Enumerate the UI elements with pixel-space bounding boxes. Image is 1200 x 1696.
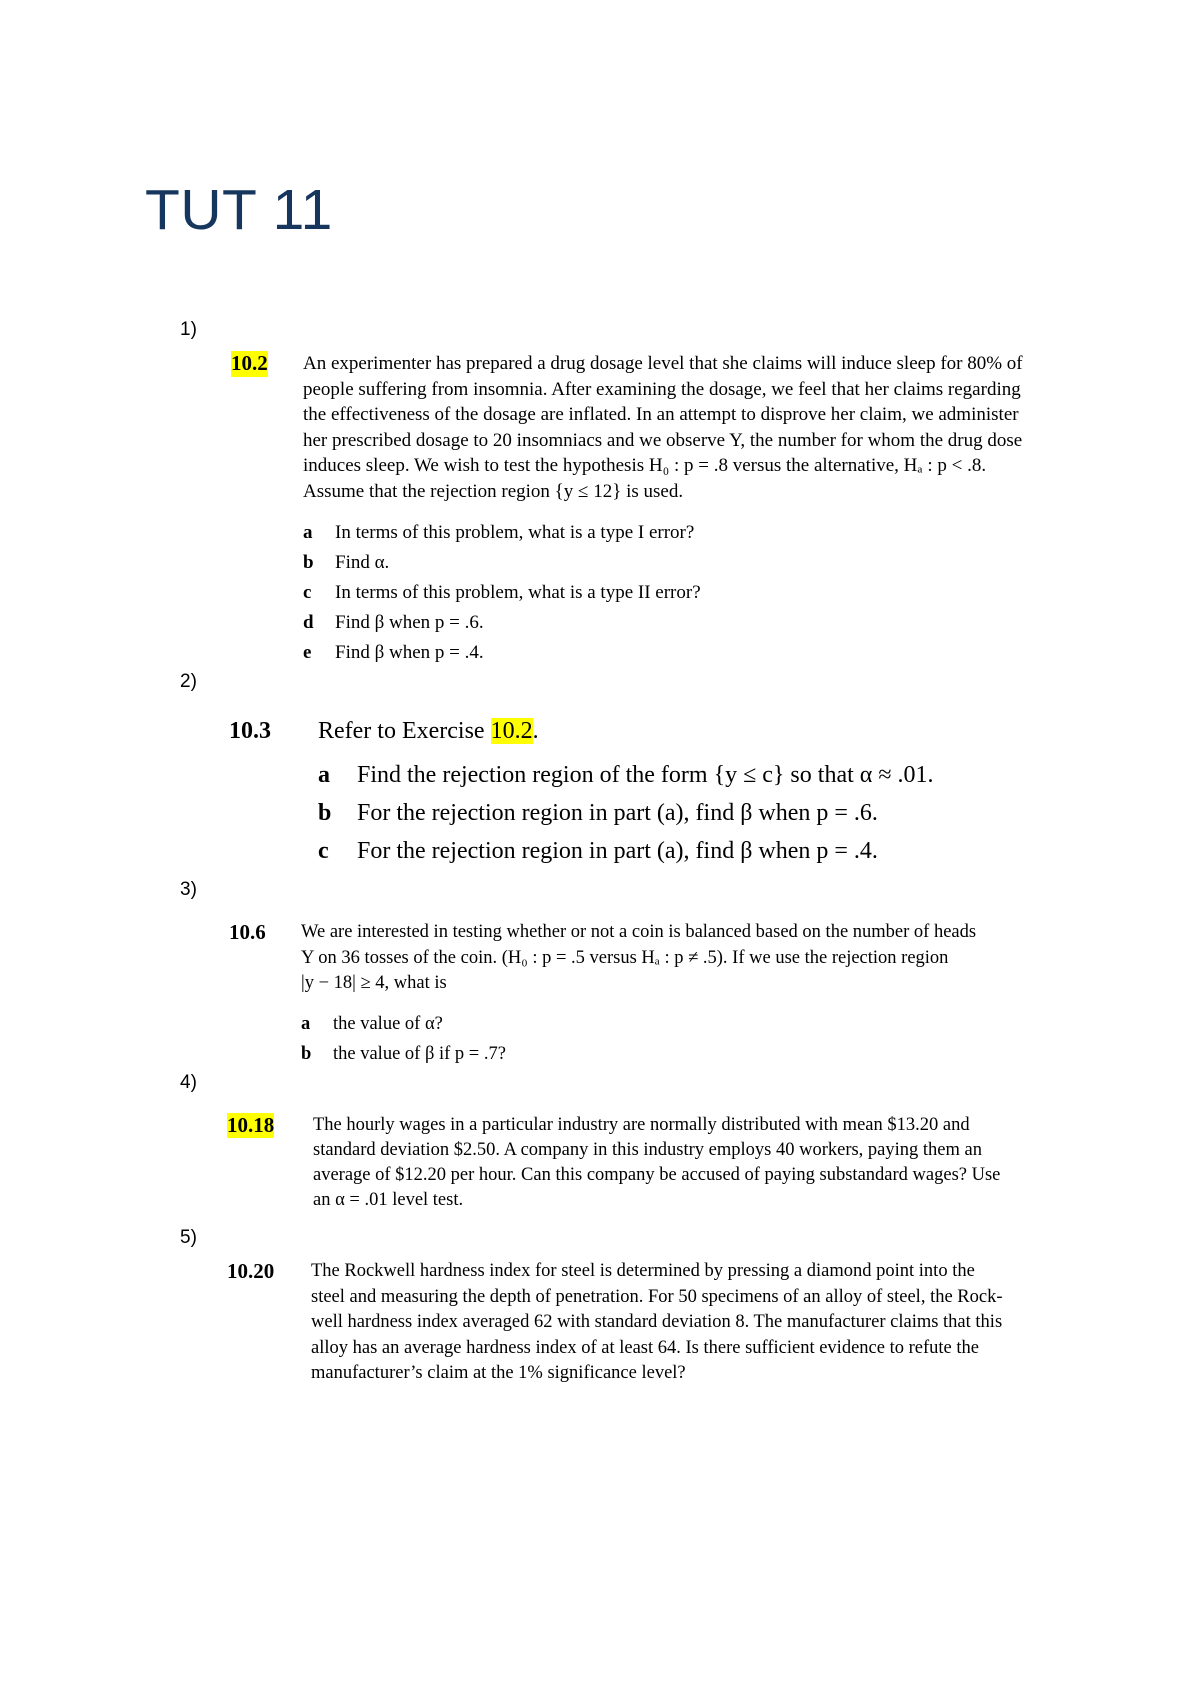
exercise-number: 10.18 — [227, 1113, 275, 1137]
text-line: well hardness index averaged 62 with standard deviation 8. The manufacturer claims that this — [311, 1312, 1003, 1332]
subpart — [318, 756, 1029, 794]
question-number: 3) — [180, 879, 197, 900]
subpart-text: the value of β if p = .7? — [333, 1043, 506, 1064]
page-title: TUT 11 — [145, 178, 333, 242]
exercise-text — [318, 717, 1029, 746]
text-line: average of $12.20 per hour. Can this company be accused of paying substandard wages? Use — [313, 1165, 1001, 1185]
text-line: An experimenter has prepared a drug dosage level that she claims will induce sleep for 80% of — [303, 353, 1023, 374]
exercise-10-18 — [227, 1113, 1090, 1213]
subparts-list — [301, 1009, 1087, 1069]
exercise-number: 10.6 — [229, 920, 266, 944]
subpart — [318, 794, 1029, 832]
subpart-letter: b — [318, 800, 332, 826]
subpart-letter: b — [303, 552, 314, 573]
text-line: standard deviation $2.50. A company in this industry employs 40 workers, paying them an — [313, 1140, 982, 1160]
text-line: an α = .01 level test. — [313, 1190, 464, 1210]
subpart-text: Find the rejection region of the form {y ≤ c} so that α ≈ .01. — [357, 762, 934, 788]
exercise-text — [311, 1259, 1091, 1387]
exercise-10-20 — [227, 1259, 1091, 1387]
subpart-letter: b — [301, 1043, 312, 1064]
exercise-10-6 — [229, 920, 1087, 1069]
subpart — [303, 518, 1080, 548]
subpart-letter: c — [303, 582, 312, 603]
question-number: 4) — [180, 1072, 197, 1093]
text-line: |y − 18| ≥ 4, what is — [301, 973, 447, 993]
text-segment: Refer to Exercise — [318, 718, 491, 744]
subparts-list — [303, 518, 1080, 668]
text-line: the effectiveness of the dosage are inflated. In an attempt to disprove her claim, we administer — [303, 404, 1019, 425]
subpart-text: For the rejection region in part (a), find β when p = .6. — [357, 800, 878, 826]
subparts-list — [318, 756, 1029, 870]
exercise-text — [303, 351, 1080, 504]
exercise-number: 10.3 — [229, 718, 271, 744]
subpart — [303, 548, 1080, 578]
text-line: The hourly wages in a particular industry are normally distributed with mean $13.20 and — [313, 1115, 970, 1135]
exercise-reference: 10.2 — [490, 718, 533, 744]
subpart-letter: d — [303, 612, 314, 633]
text-line: steel and measuring the depth of penetration. For 50 specimens of an alloy of steel, the Rock- — [311, 1286, 1003, 1307]
subpart-text: Find β when p = .6. — [335, 612, 484, 633]
subpart — [303, 578, 1080, 608]
text-line: Y on 36 tosses of the coin. (H₀ : p = .5 versus Hₐ : p ≠ .5). If we use the rejection region — [301, 947, 949, 968]
subpart-letter: e — [303, 642, 312, 663]
exercise-10-2 — [231, 351, 1080, 668]
question-number: 5) — [180, 1227, 197, 1248]
subpart — [318, 832, 1029, 870]
subpart-letter: c — [318, 838, 329, 864]
exercise-text — [301, 920, 1087, 997]
text-line: Assume that the rejection region {y ≤ 12} is used. — [303, 480, 684, 502]
subpart-letter: a — [301, 1013, 311, 1034]
subpart-text: the value of α? — [333, 1013, 443, 1034]
exercise-number: 10.20 — [227, 1259, 275, 1283]
subpart-letter: a — [318, 762, 330, 788]
text-line: her prescribed dosage to 20 insomniacs and we observe Y, the number for whom the drug dose — [303, 429, 1023, 451]
subpart-text: In terms of this problem, what is a type II error? — [335, 582, 701, 603]
text-line: people suffering from insomnia. After examining the dosage, we feel that her claims regarding — [303, 378, 1021, 400]
text-line: manufacturer’s claim at the 1% significance level? — [311, 1363, 686, 1383]
subpart-text: Find β when p = .4. — [335, 642, 484, 663]
text-line: alloy has an average hardness index of at least 64. Is there sufficient evidence to refute the — [311, 1337, 979, 1358]
question-number: 1) — [180, 319, 197, 340]
question-number: 2) — [180, 671, 197, 692]
text-line: induces sleep. We wish to test the hypothesis H₀ : p = .8 versus the alternative, Hₐ : p < .8. — [303, 455, 987, 476]
text-segment: . — [532, 718, 539, 744]
subpart — [303, 608, 1080, 638]
text-line: We are interested in testing whether or not a coin is balanced based on the number of heads — [301, 922, 977, 942]
subpart-text: In terms of this problem, what is a type I error? — [335, 522, 695, 543]
text-line: The Rockwell hardness index for steel is determined by pressing a diamond point into the — [311, 1261, 975, 1281]
exercise-10-3 — [229, 717, 1029, 870]
subpart — [303, 638, 1080, 668]
subpart-text: For the rejection region in part (a), find β when p = .4. — [357, 838, 878, 864]
subpart — [301, 1009, 1087, 1039]
subpart-text: Find α. — [335, 552, 390, 573]
exercise-text — [313, 1113, 1090, 1213]
exercise-number: 10.2 — [231, 351, 268, 375]
subpart-letter: a — [303, 522, 313, 543]
subpart — [301, 1039, 1087, 1069]
